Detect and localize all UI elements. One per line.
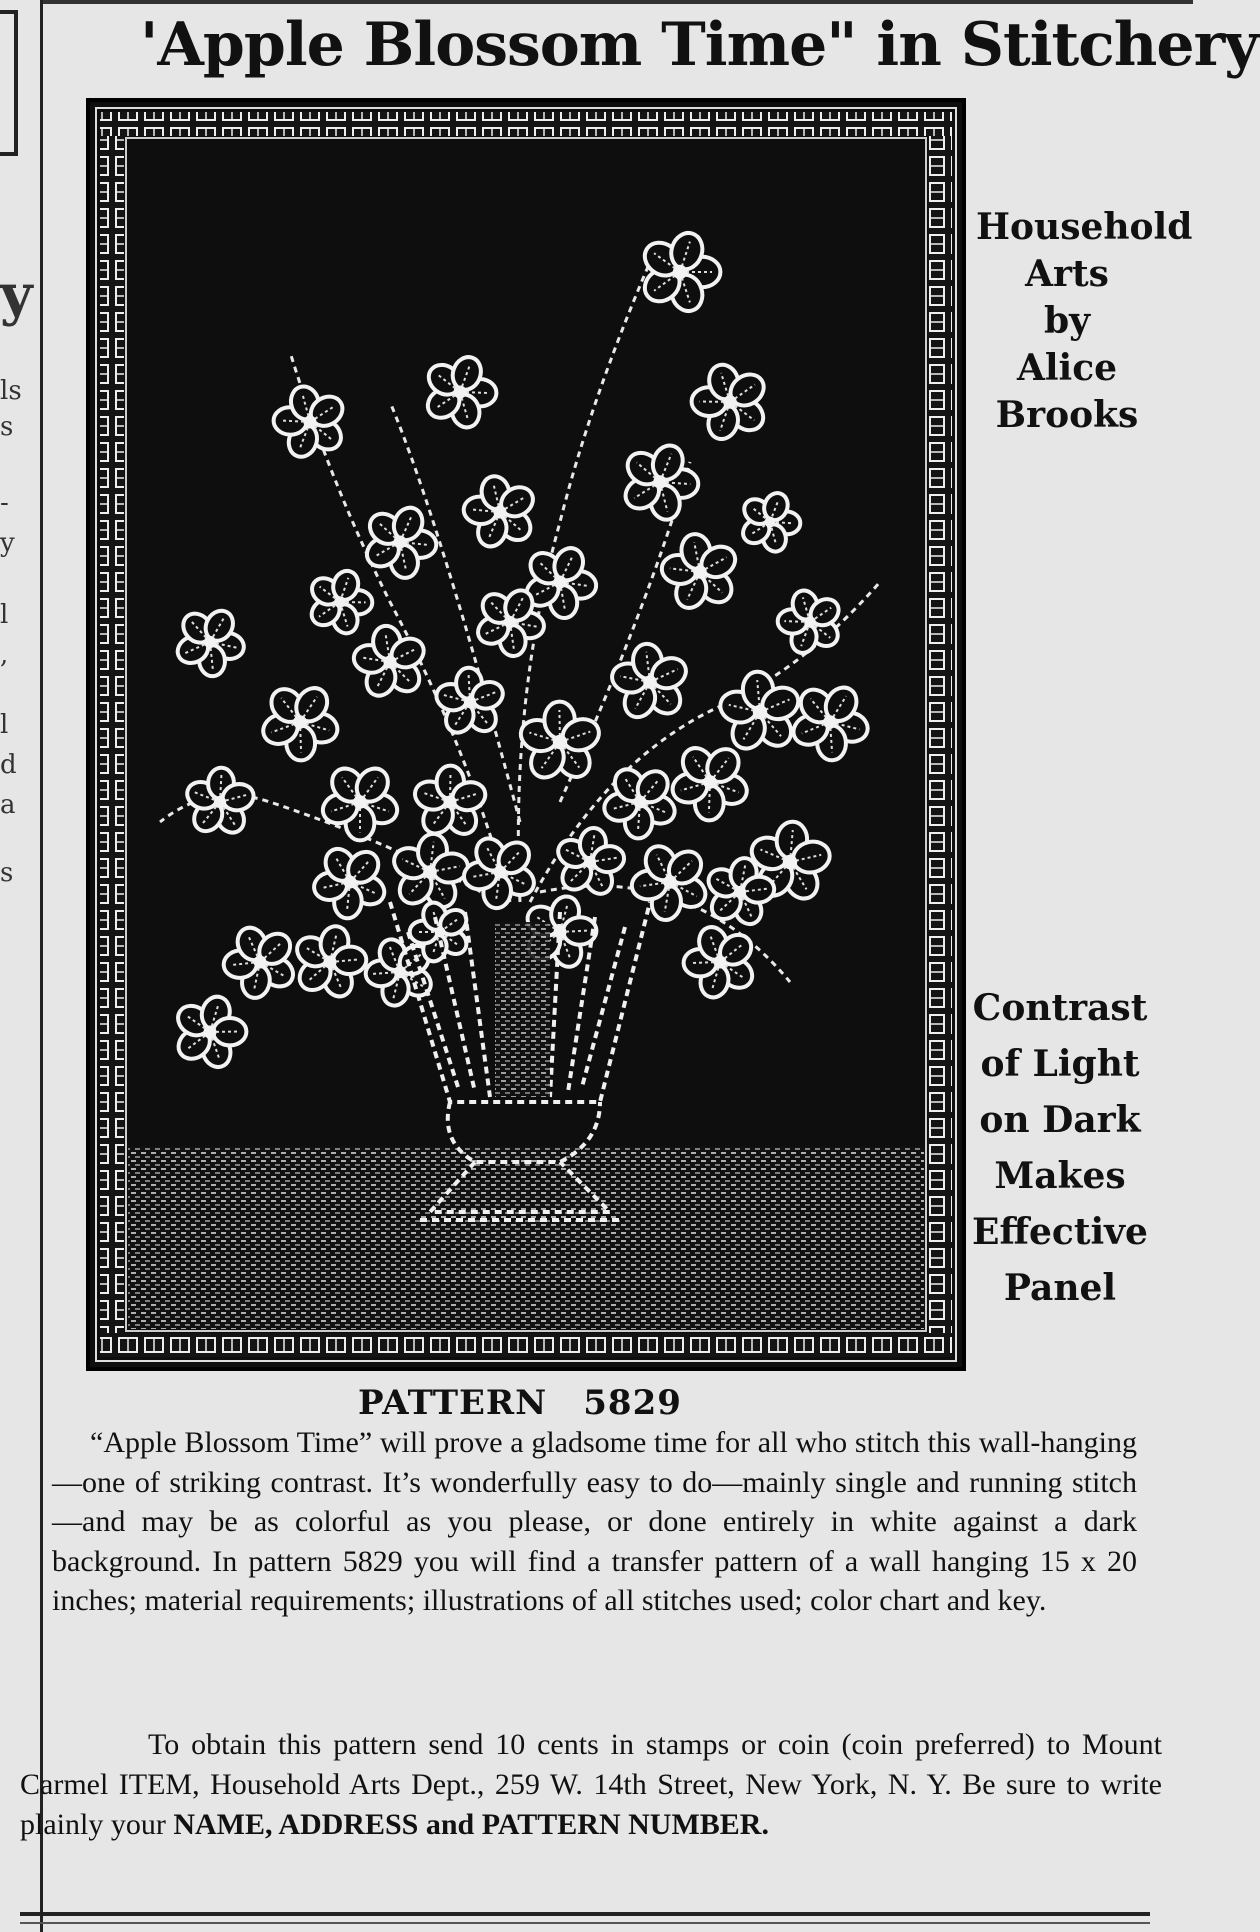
side-caption-line: Makes <box>994 1155 1126 1197</box>
adjacent-column-box <box>0 10 18 156</box>
blossom <box>620 441 699 523</box>
adjacent-column-fragment: y <box>0 528 15 558</box>
byline-line: Alice <box>1016 347 1118 389</box>
order-emphasis: NAME, ADDRESS and PATTERN NUMBER. <box>173 1808 769 1841</box>
order-text: To obtain this pattern send 10 cents in stamps or coin (coin preferred) to Mount Carmel ITEM, Household Arts Dept., 259 W. 14th Street, New York, N. Y. Be sure to write plainly your <box>20 1728 1162 1841</box>
blossom <box>292 923 368 1000</box>
blossom <box>630 841 711 922</box>
adjacent-column-fragment: a <box>0 790 16 820</box>
blossom <box>462 833 539 910</box>
blossom <box>411 765 489 839</box>
bottom-rule <box>20 1912 1150 1916</box>
blossom <box>173 606 246 678</box>
blossom <box>517 701 603 783</box>
adjacent-column-fragment: ls <box>0 376 22 406</box>
bottom-rule-thin <box>20 1922 1150 1924</box>
apple-blossom-illustration <box>90 102 962 1367</box>
blossom <box>172 993 246 1071</box>
side-caption-line: of Light <box>980 1043 1140 1085</box>
blossom <box>777 588 843 657</box>
side-caption <box>970 980 1150 1316</box>
byline-line: Household <box>976 206 1193 248</box>
blossom <box>691 361 769 443</box>
blossom <box>433 667 506 738</box>
side-caption-line: Contrast <box>972 987 1148 1029</box>
adjacent-column-fragment: s <box>0 412 14 442</box>
adjacent-column-fragment: - <box>0 488 9 518</box>
blossom <box>660 532 740 613</box>
byline-line: by <box>1043 300 1091 342</box>
blossom <box>307 568 373 637</box>
blossom <box>312 844 389 920</box>
pattern-label: PATTERN <box>358 1383 548 1423</box>
blossom <box>319 762 401 840</box>
description-paragraph <box>52 1423 1137 1621</box>
byline-line: Brooks <box>995 394 1139 436</box>
blossom <box>717 670 803 754</box>
byline-line: Arts <box>1025 253 1109 295</box>
blossom <box>601 764 679 839</box>
blossom <box>669 742 751 821</box>
blossom <box>222 923 298 1000</box>
description-text: “Apple Blossom Time” will prove a gladsome time for all who stitch this wall-hanging—one of striking contrast. It’s wonderfully easy to do—mainly single and running stitch—and may be as colorful as you please, or done entirely in white against a dark background. In pattern 5829 you will find a transfer pattern of a wall hanging 15 x 20 inches; material requirements; illustrations of all stitches used; color chart and key. <box>52 1426 1137 1617</box>
blossom <box>352 624 429 701</box>
order-paragraph <box>20 1725 1162 1845</box>
side-caption-line: Effective <box>972 1211 1148 1253</box>
adjacent-column-fragment: , <box>0 640 9 670</box>
adjacent-column-fragment: l <box>0 710 9 740</box>
adjacent-column-fragment: y <box>0 262 33 328</box>
top-rule <box>43 0 1193 4</box>
pattern-number: 5829 <box>583 1383 682 1423</box>
adjacent-column-fragment: d <box>0 750 17 780</box>
blossom <box>789 682 871 761</box>
side-caption-line: Panel <box>1003 1267 1117 1309</box>
blossom <box>738 490 800 555</box>
blossom <box>422 353 497 431</box>
blossom <box>554 826 626 898</box>
blossom <box>362 503 438 580</box>
blossom <box>273 383 348 461</box>
adjacent-column-fragment: s <box>0 858 14 888</box>
blossom <box>638 229 720 315</box>
blossom <box>463 473 539 550</box>
embroidery-artwork <box>86 98 966 1371</box>
blossom <box>683 923 758 1001</box>
headline: 'Apple Blossom Time" in Stitchery <box>140 10 1259 80</box>
adjacent-column <box>0 0 36 1932</box>
blossom <box>259 682 341 761</box>
blossom <box>183 767 256 838</box>
byline <box>972 204 1193 439</box>
column-rule <box>40 0 43 1932</box>
blossom <box>610 642 691 722</box>
adjacent-column-fragment: l <box>0 600 9 630</box>
side-caption-line: on Dark <box>979 1099 1141 1141</box>
blossom <box>389 832 470 912</box>
pattern-heading <box>358 1383 682 1423</box>
